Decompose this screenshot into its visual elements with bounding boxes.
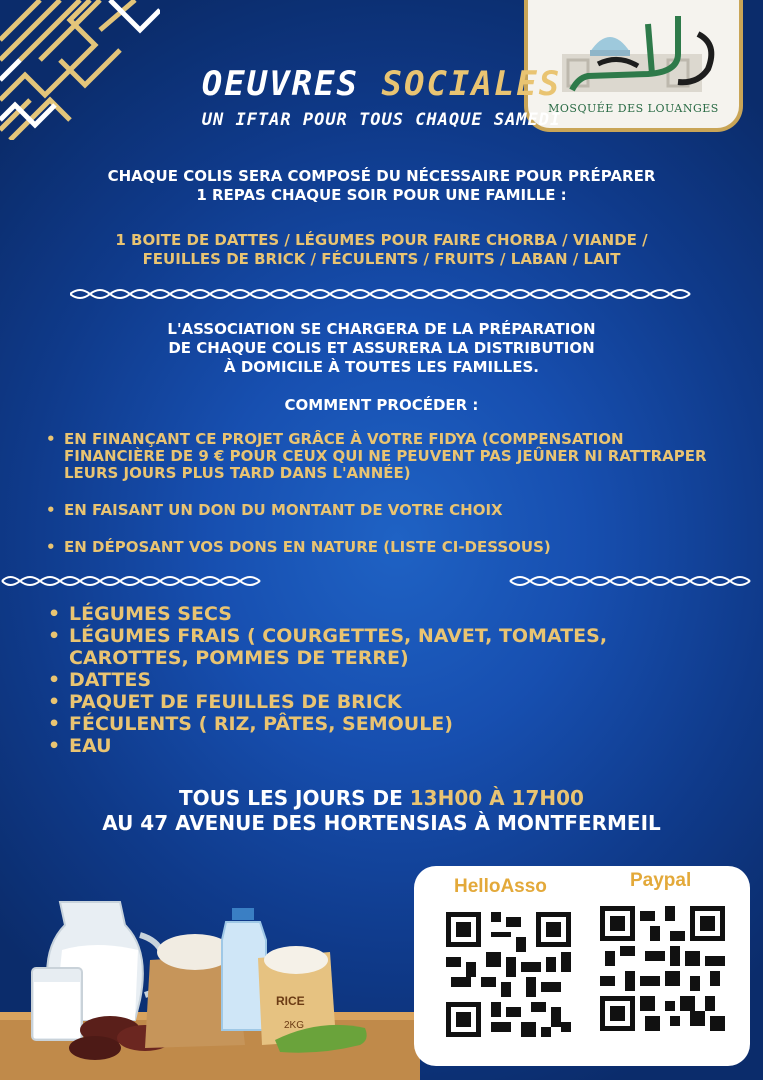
schedule-address: AU 47 AVENUE DES HORTENSIAS À MONTFERMEIL (102, 811, 661, 835)
association-line: DE CHAQUE COLIS ET ASSURERA LA DISTRIBUTION (168, 339, 595, 357)
page-title (0, 64, 763, 104)
donation-list (48, 603, 688, 757)
paypal-label: Paypal (630, 870, 692, 891)
list-item: • FÉCULENTS ( RIZ, PÂTES, SEMOULE) (48, 713, 453, 735)
list-item: • EN FINANÇANT CE PROJET GRÂCE À VOTRE FIDYA (COMPENSATION FINANCIÈRE DE 9 € POUR CEUX QUI NE PEUVENT PAS JEÛNER NI RATTRAPER LEURS JOURS PLUS TARD DANS L'ANNÉE) (46, 430, 707, 482)
schedule-time-line: TOUS LES JOURS DE 13H00 À 17H00 (179, 786, 584, 810)
wave-divider (0, 572, 763, 590)
helloasso-label: HelloAsso (454, 876, 547, 897)
package-contents (0, 231, 763, 269)
schedule-time: 13H00 À 17H00 (409, 786, 584, 810)
payment-card (414, 866, 750, 1066)
package-line: FEUILLES DE BRICK / FÉCULENTS / FRUITS / LABAN / LAIT (142, 250, 621, 268)
list-item: • EN FAISANT UN DON DU MONTANT DE VOTRE CHOIX (46, 501, 503, 519)
logo-text: MOSQUÉE DES LOUANGES (548, 102, 719, 115)
wave-divider (70, 285, 695, 303)
intro-line: CHAQUE COLIS SERA COMPOSÉ DU NÉCESSAIRE POUR PRÉPARER (107, 167, 656, 185)
helloasso-qr-code[interactable] (446, 912, 571, 1037)
list-item: • DATTES (48, 669, 152, 691)
association-line: L'ASSOCIATION SE CHARGERA DE LA PRÉPARATION (167, 320, 596, 338)
intro-line: 1 REPAS CHAQUE SOIR POUR UNE FAMILLE : (196, 186, 567, 204)
title-part1: OEUVRES (201, 64, 360, 104)
schedule (0, 786, 763, 836)
package-line: 1 BOITE DE DATTES / LÉGUMES POUR FAIRE CHORBA / VIANDE / (115, 231, 648, 249)
association-line: À DOMICILE À TOUTES LES FAMILLES. (224, 358, 539, 376)
list-item: • PAQUET DE FEUILLES DE BRICK (48, 691, 402, 713)
rice-weight: 2KG (284, 1020, 305, 1031)
how-heading: COMMENT PROCÉDER : (284, 396, 479, 414)
intro-text (0, 167, 763, 205)
food-illustration (0, 880, 420, 1080)
paypal-qr-code[interactable] (600, 906, 725, 1031)
subtitle: UN IFTAR POUR TOUS CHAQUE SAMEDI (201, 110, 562, 130)
list-item: • EN DÉPOSANT VOS DONS EN NATURE (LISTE CI-DESSOUS) (46, 538, 551, 556)
how-list (46, 431, 726, 576)
list-item: • LÉGUMES FRAIS ( COURGETTES, NAVET, TOMATES, CAROTTES, POMMES DE TERRE) (48, 625, 608, 669)
list-item: • EAU (48, 735, 112, 757)
title-part2: SOCIALES (381, 64, 562, 104)
list-item: • LÉGUMES SECS (48, 603, 232, 625)
association-text (0, 320, 763, 377)
rice-label: RICE (276, 994, 305, 1008)
